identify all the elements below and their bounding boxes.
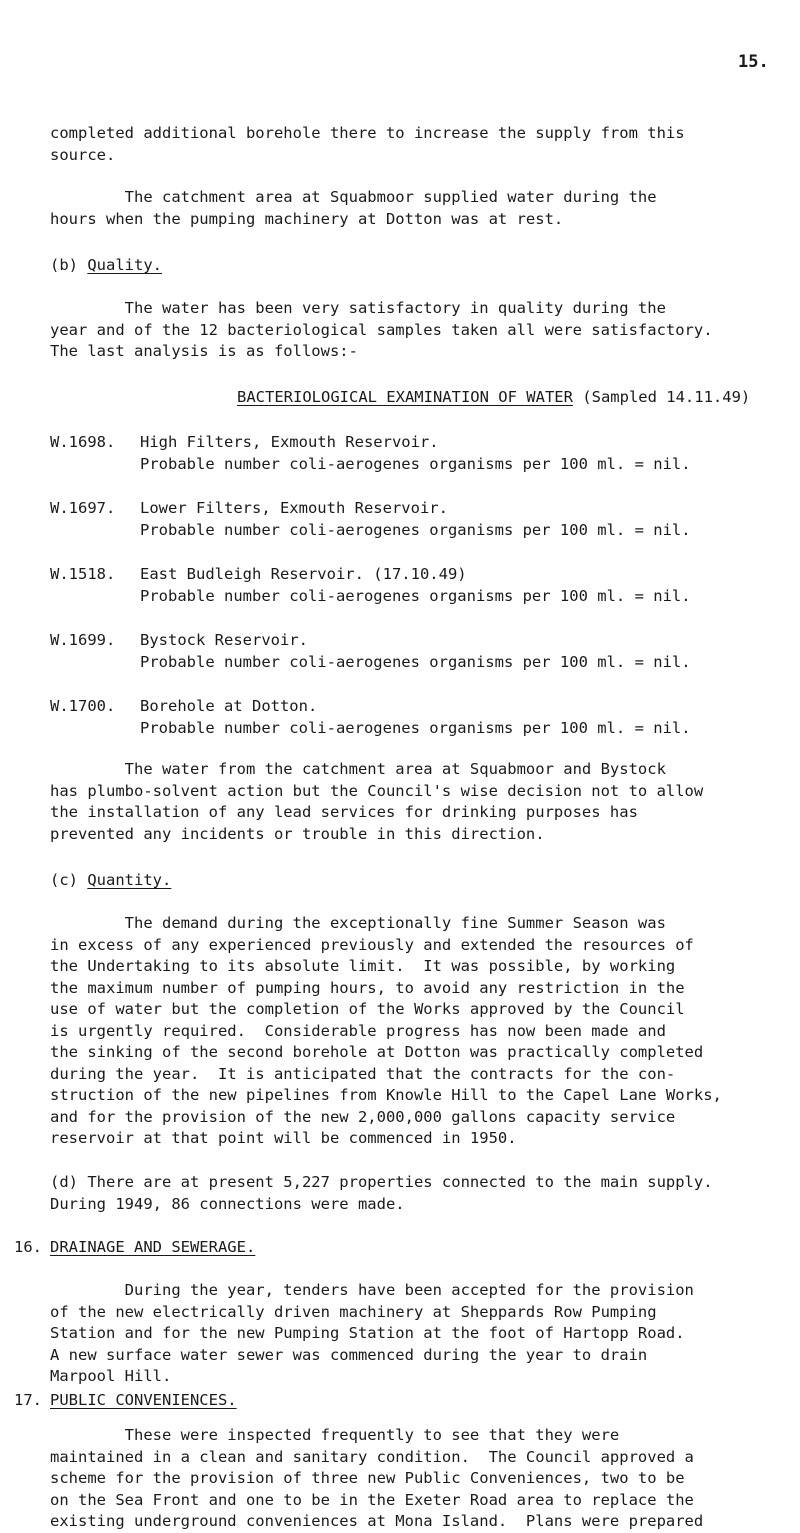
exam-title <box>237 386 750 408</box>
quantity-line: and for the provision of the new 2,000,000 gallons capacity service <box>50 1107 676 1126</box>
sample-result: Probable number coli-aerogenes organisms per 100 ml. = nil. <box>140 719 691 737</box>
quality-line: The last analysis is as follows:- <box>50 342 358 360</box>
sample-id: W.1518. <box>50 565 116 583</box>
connections-line: During 1949, 86 connections were made. <box>50 1194 405 1213</box>
exam-sampled: (Sampled 14.11.49) <box>572 388 751 406</box>
quantity-line: in excess of any experienced previously and extended the resources of <box>50 935 694 954</box>
catchment-text <box>50 187 760 230</box>
conveniences-line: on the Sea Front and one to be in the Exeter Road area to replace the <box>50 1490 694 1509</box>
exam-title-label: BACTERIOLOGICAL EXAMINATION OF WATER <box>237 388 573 406</box>
connections-paragraph <box>50 1172 760 1215</box>
quality-paragraph <box>50 298 760 363</box>
section-number: 16. <box>14 1238 42 1256</box>
conveniences-heading-label: PUBLIC CONVENIENCES. <box>50 1391 237 1409</box>
sample-source: East Budleigh Reservoir. (17.10.49) <box>140 565 467 583</box>
connections-line: (d) There are at present 5,227 properties connected to the main supply. <box>50 1173 713 1191</box>
quality-heading <box>50 254 162 276</box>
sample-source: Lower Filters, Exmouth Reservoir. <box>140 499 448 517</box>
quality-heading-label: Quality. <box>87 256 162 274</box>
sample-description <box>140 695 691 739</box>
conveniences-paragraph <box>50 1425 760 1530</box>
closing-line: has plumbo-solvent action but the Council's wise decision not to allow <box>50 781 704 800</box>
closing-line: the installation of any lead services for drinking purposes has <box>50 803 638 821</box>
quantity-paragraph <box>50 913 760 1150</box>
quality-line: The water has been very satisfactory in quality during the <box>50 299 666 317</box>
drainage-line: of the new electrically driven machinery at Sheppards Row Pumping <box>50 1302 657 1321</box>
sample-result: Probable number coli-aerogenes organisms per 100 ml. = nil. <box>140 521 691 539</box>
intro-text <box>50 123 760 166</box>
sample-description <box>140 431 691 475</box>
quantity-heading-label: Quantity. <box>87 871 172 889</box>
quantity-line: the Undertaking to its absolute limit. It was possible, by working <box>50 957 676 975</box>
conveniences-heading <box>50 1389 237 1411</box>
intro-line: completed additional borehole there to increase the supply from this <box>50 124 685 142</box>
section-number: 17. <box>14 1391 42 1409</box>
catchment-line: hours when the pumping machinery at Dotton was at rest. <box>50 209 564 228</box>
drainage-line: Marpool Hill. <box>50 1367 172 1385</box>
closing-line: The water from the catchment area at Squabmoor and Bystock <box>50 760 666 778</box>
sample-description <box>140 563 691 607</box>
quality-line: year and of the 12 bacteriological samples taken all were satisfactory. <box>50 320 713 339</box>
plumbo-solvent-paragraph <box>50 759 760 845</box>
conveniences-line: existing underground conveniences at Mona Island. Plans were prepared <box>50 1512 704 1530</box>
conveniences-line: These were inspected frequently to see that they were <box>50 1426 620 1444</box>
page-number: 15. <box>738 52 769 72</box>
catchment-line: The catchment area at Squabmoor supplied water during the <box>50 188 657 206</box>
quality-heading-prefix: (b) <box>50 256 88 274</box>
quantity-line: use of water but the completion of the Works approved by the Council <box>50 1000 685 1018</box>
sample-id: W.1697. <box>50 499 116 517</box>
sample-id: W.1700. <box>50 697 116 715</box>
quantity-line: is urgently required. Considerable progress has now been made and <box>50 1021 666 1040</box>
sample-source: High Filters, Exmouth Reservoir. <box>140 433 439 451</box>
sample-source: Borehole at Dotton. <box>140 697 318 715</box>
sample-result: Probable number coli-aerogenes organisms per 100 ml. = nil. <box>140 455 691 473</box>
quantity-heading <box>50 869 171 891</box>
quantity-heading-prefix: (c) <box>50 871 88 889</box>
sample-result: Probable number coli-aerogenes organisms per 100 ml. = nil. <box>140 653 691 671</box>
quantity-line: The demand during the exceptionally fine Summer Season was <box>50 914 666 932</box>
quantity-line: struction of the new pipelines from Knowle Hill to the Capel Lane Works, <box>50 1086 722 1104</box>
conveniences-line: maintained in a clean and sanitary condition. The Council approved a <box>50 1447 694 1466</box>
sample-description <box>140 629 691 673</box>
quantity-line: reservoir at that point will be commenced in 1950. <box>50 1129 517 1147</box>
quantity-line: the maximum number of pumping hours, to avoid any restriction in the <box>50 978 685 997</box>
drainage-line: Station and for the new Pumping Station at the foot of Hartopp Road. <box>50 1324 685 1342</box>
sample-id: W.1699. <box>50 631 116 649</box>
sample-id: W.1698. <box>50 433 116 451</box>
intro-line: source. <box>50 145 116 164</box>
closing-line: prevented any incidents or trouble in this direction. <box>50 824 545 843</box>
drainage-paragraph <box>50 1280 760 1388</box>
drainage-line: A new surface water sewer was commenced during the year to drain <box>50 1345 648 1364</box>
sample-result: Probable number coli-aerogenes organisms per 100 ml. = nil. <box>140 587 691 605</box>
sample-description <box>140 497 691 541</box>
conveniences-line: scheme for the provision of three new Public Conveniences, two to be <box>50 1469 685 1487</box>
drainage-heading-label: DRAINAGE AND SEWERAGE. <box>50 1238 256 1256</box>
sample-source: Bystock Reservoir. <box>140 631 308 649</box>
quantity-line: during the year. It is anticipated that the contracts for the con- <box>50 1064 676 1083</box>
drainage-heading <box>50 1236 255 1258</box>
quantity-line: the sinking of the second borehole at Dotton was practically completed <box>50 1043 704 1061</box>
drainage-line: During the year, tenders have been accepted for the provision <box>50 1281 694 1299</box>
